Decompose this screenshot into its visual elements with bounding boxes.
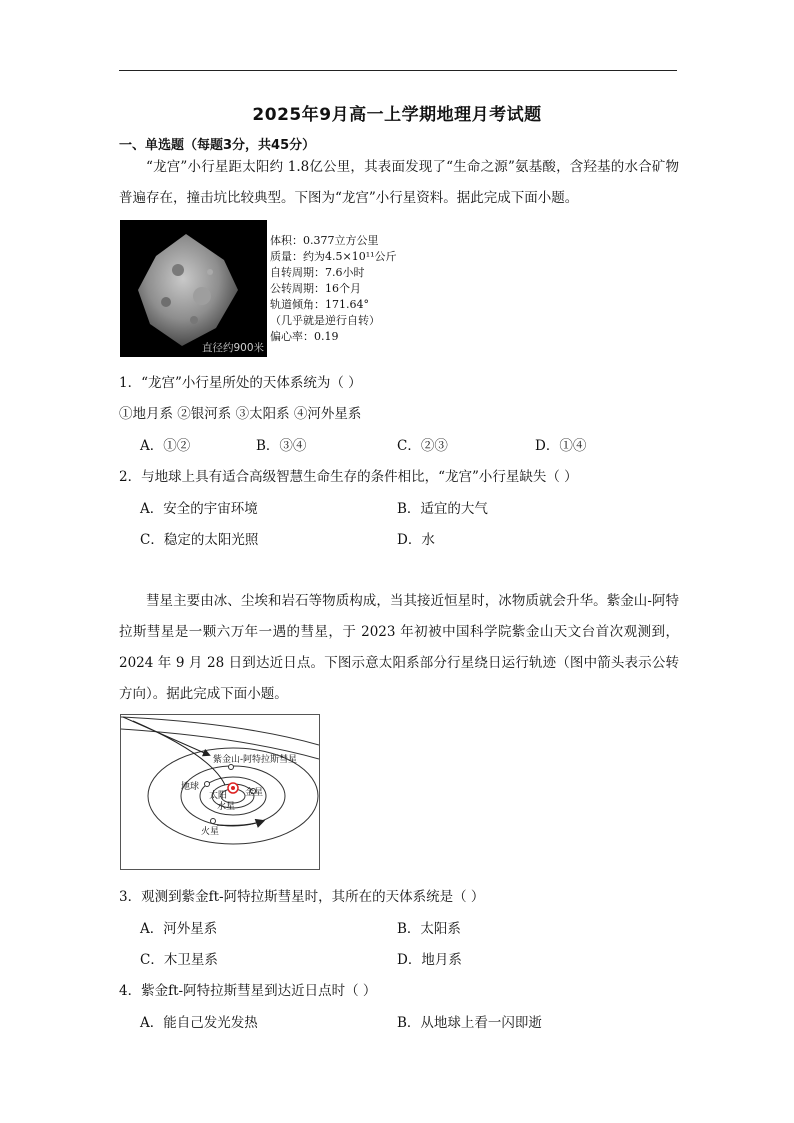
q3-option-b[interactable]: B．太阳系: [397, 921, 461, 937]
q3-option-c[interactable]: C．木卫星系: [140, 952, 218, 968]
passage-1: “龙宫”小行星距太阳约 1.8亿公里，其表面发现了“生命之源”氨基酸，含羟基的水合矿物普遍存在，撞击坑比较典型。下图为“龙宫”小行星资料。据此完成下面小题。: [119, 159, 679, 206]
question-2-stem: 2．与地球上具有适合高级智慧生命生存的条件相比，“龙宫”小行星缺失（ ）: [119, 469, 578, 485]
info-volume: 体积：0.377立方公里: [270, 234, 379, 247]
q3-option-a[interactable]: A．河外星系: [140, 921, 218, 937]
q4-option-b[interactable]: B．从地球上看一闪即逝: [397, 1015, 542, 1031]
q3-option-d[interactable]: D．地月系: [397, 952, 462, 968]
asteroid-photo: [120, 220, 267, 357]
solar-system-diagram: [120, 714, 320, 870]
q1-option-c[interactable]: C．②③: [397, 438, 448, 454]
q1-option-d[interactable]: D．①④: [535, 438, 587, 454]
question-4-stem: 4．紫金ft-阿特拉斯彗星到达近日点时（ ）: [119, 983, 377, 999]
earth-icon: [205, 782, 210, 787]
question-1-choices: ①地月系 ②银河系 ③太阳系 ④河外星系: [119, 406, 362, 422]
passage-2: 彗星主要由冰、尘埃和岩石等物质构成，当其接近恒星时，冰物质就会升华。紫金山-阿特拉斯彗星是一颗六万年一遇的彗星，于 2023 年初被中国科学院紫金山天文台首次观测到，2024 年 9 月 28 日到达近日点。下图示意太阳系部分行星绕日运行轨迹（图中箭头表示公转方向）。据此完成下面小题。: [119, 593, 679, 702]
info-note: （几乎就是逆行自转）: [270, 314, 380, 327]
comet-icon: [229, 765, 234, 770]
q1-option-a[interactable]: A．①②: [140, 438, 191, 454]
q4-option-a[interactable]: A．能自己发光发热: [140, 1015, 258, 1031]
q2-option-b[interactable]: B．适宜的大气: [397, 501, 488, 517]
info-revolution: 公转周期：16个月: [270, 282, 361, 295]
label-earth: 地球: [181, 782, 200, 792]
q2-option-c[interactable]: C．稳定的太阳光照: [140, 532, 259, 548]
q2-option-a[interactable]: A．安全的宇宙环境: [140, 501, 258, 517]
asteroid-icon: [120, 220, 267, 357]
mars-icon: [211, 819, 216, 824]
info-mass: 质量：约为4.5×10¹¹公斤: [270, 250, 397, 263]
label-mars: 火星: [201, 827, 220, 837]
asteroid-caption: 直径约900米: [201, 342, 264, 354]
label-mercury: 水星: [217, 802, 236, 812]
page-title: 2025年9月高一上学期地理月考试题: [252, 105, 542, 125]
question-3-stem: 3．观测到紫金ft-阿特拉斯彗星时，其所在的天体系统是（ ）: [119, 889, 485, 905]
label-sun: 太阳: [209, 791, 228, 801]
info-inclination: 轨道倾角：171.64°: [270, 298, 369, 311]
question-1-stem: 1．“龙宫”小行星所处的天体系统为（ ）: [119, 375, 362, 391]
label-venus: 金星: [245, 788, 264, 798]
label-comet: 紫金山-阿特拉斯彗星: [213, 755, 298, 765]
q2-option-d[interactable]: D．水: [397, 532, 435, 548]
q1-option-b[interactable]: B．③④: [256, 438, 307, 454]
info-eccentricity: 偏心率：0.19: [270, 330, 339, 343]
asteroid-info: [270, 233, 397, 345]
section-heading: 一、单选题（每题3分，共45分）: [119, 138, 316, 153]
header-rule: [119, 70, 677, 71]
info-rotation: 自转周期：7.6小时: [270, 266, 365, 279]
